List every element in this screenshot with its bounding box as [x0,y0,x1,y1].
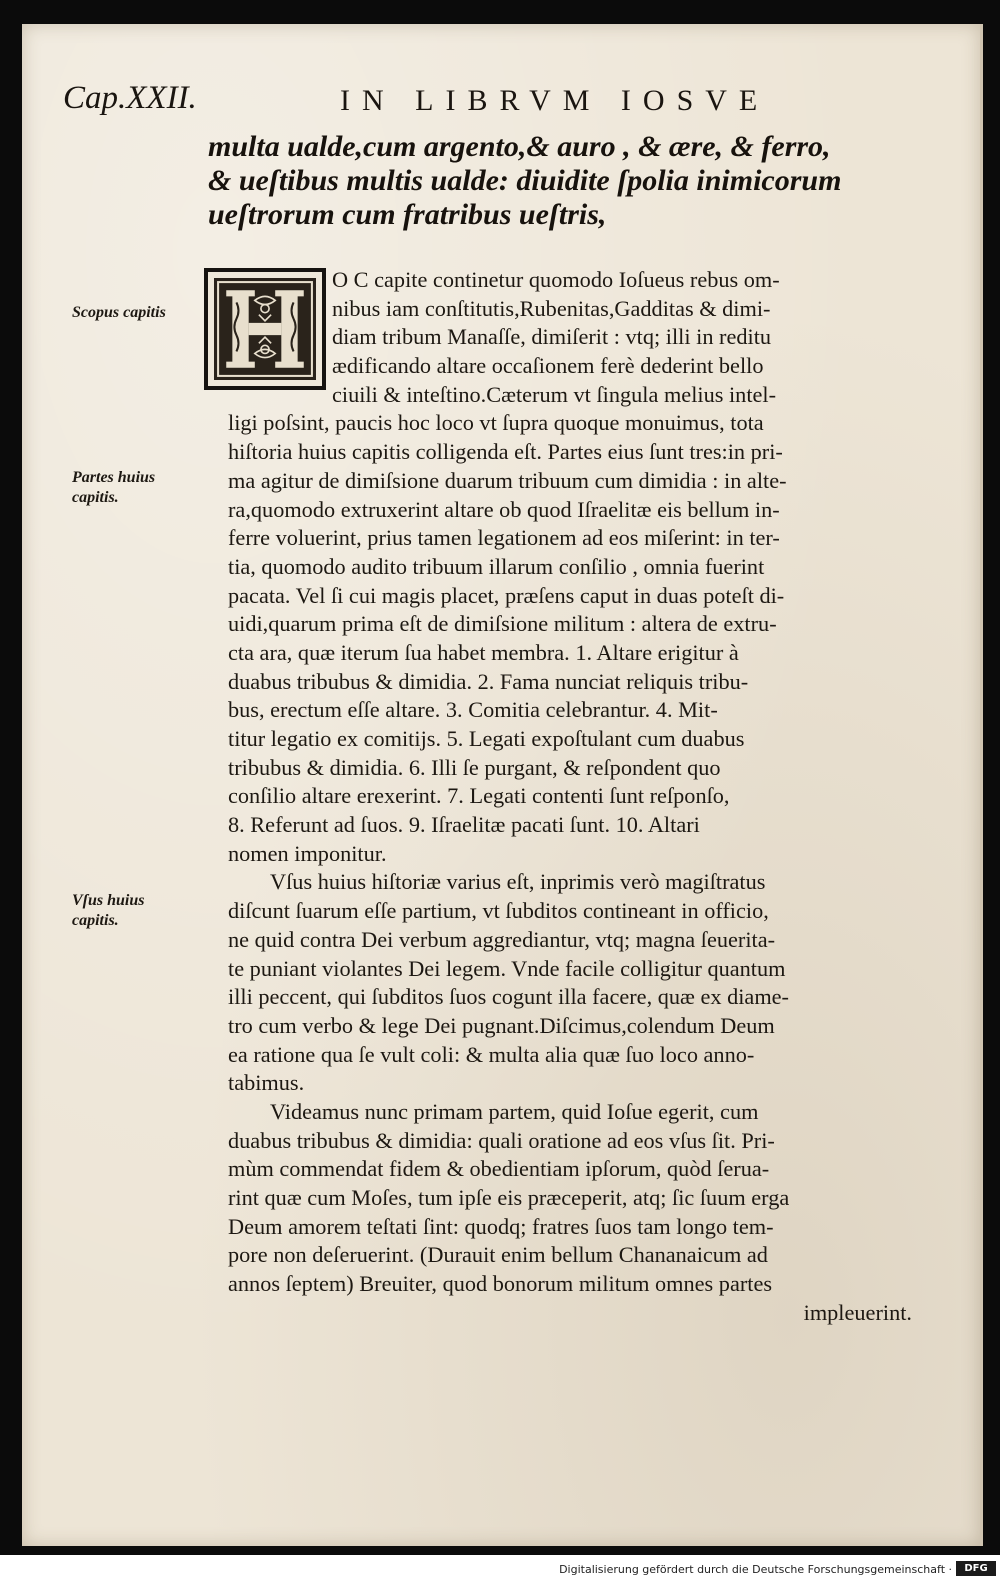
text-line: ma agitur de dimiſsione duarum tribuum cum dimidia : in alte- [228,467,787,493]
text-line: annos ſeptem) Breuiter, quod bonorum militum omnes partes [228,1271,773,1297]
text-line: rint quæ cum Moſes, tum ipſe eis præceperit, atq; ſic ſuum erga [228,1185,790,1210]
text-line: pacata. Vel ſi cui magis placet, præſens caput in duas poteſt di- [228,582,785,608]
text-line: diſcunt ſuarum eſſe partium, vt ſubditos contineant in officio, [228,898,769,924]
chapter-heading [63,80,197,117]
text-line: pore non deſeruerint. (Durauit enim bellum Chananaicum ad [228,1242,768,1268]
text-line: ne quid contra Dei verbum aggrediantur, vtq; magna ſeuerita- [228,926,776,952]
text-line: tro cum verbo & lege Dei pugnant.Diſcimus,colendum Deum [228,1012,775,1038]
verse-line: ueſtrorum cum fratribus ueſtris, [208,198,607,231]
marginal-note-partes: Partes huius capitis. [72,469,156,506]
text-line: duabus tribubus & dimidia: quali oratione ad eos vſus ſit. Pri- [228,1127,775,1153]
text-line: O C capite continetur quomodo Ioſueus rebus om- [332,267,780,292]
text-line: illi peccent, qui ſubditos ſuos cogunt illa facere, quæ ex diame- [228,984,789,1010]
text-line: tia, quomodo audito tribuum illarum conſilio , omnia fuerint [228,553,765,579]
commentary-text [192,266,912,1327]
text-line: te puniant violantes Dei legem. Vnde facile colligitur quantum [228,955,786,981]
text-line: ra,quomodo extruxerint altare ob quod Iſraelitæ eis bellum in- [228,496,780,522]
text-line: impleuerint. [803,1299,912,1325]
text-line: Videamus nunc primam partem, quid Ioſue egerit, cum [270,1098,759,1124]
text-line: nomen imponitur. [228,840,387,866]
verse-line: multa ualde,cum argento,& auro , & ære, & ferro, [208,130,831,163]
text-line: mùm commendat fidem & obedientiam ipſorum, quòd ſerua- [228,1156,770,1182]
text-line: diam tribum Manaſſe, dimiſerit : vtq; illi in reditu [332,324,772,350]
text-line: ædificando altare occaſionem ferè dederint bello [332,353,764,379]
marginal-note-usus: Vſus huius capitis. [72,892,145,929]
text-line: titur legatio ex comitijs. 5. Legati expoſtulant cum duabus [228,726,745,751]
text-line: hiſtoria huius capitis colligenda eſt. Partes eius ſunt tres:in pri- [228,439,783,465]
text-line: tribubus & dimidia. 6. Illi ſe purgant, & reſpondent quo [228,754,721,780]
text-line: tabimus. [228,1070,305,1096]
chapter-number: Cap.XXII. [63,80,197,116]
verse-line: & ueſtibus multis ualde: diuidite ſpolia inimicorum [208,164,842,197]
text-line: duabus tribubus & dimidia. 2. Fama nunciat reliquis tribu- [228,668,749,694]
text-line: ciuili & inteſtino.Cæterum vt ſingula melius intel- [332,381,777,407]
text-line: nibus iam conſtitutis,Rubenitas,Gadditas & dimi- [332,295,771,321]
running-title: IN LIBRVM IOSVE [340,84,770,117]
text-line: Deum amorem teſtati ſint: quodq; fratres ſuos tam longo tem- [228,1213,774,1239]
text-line: ligi poſsint, paucis hoc loco vt ſupra quoque monuimus, tota [228,410,764,436]
text-line: Vſus huius hiſtoriæ varius eſt, inprimis verò magiſtratus [270,869,766,895]
text-line: cta ara, quæ iterum ſua habet membra. 1. Altare erigitur à [228,639,739,665]
funding-credit: Digitalisierung gefördert durch die Deutsche Forschungsgemeinschaft · [559,1563,952,1576]
text-line: conſilio altare erexerint. 7. Legati contenti ſunt reſponſo, [228,783,730,809]
text-line: 8. Referunt ad ſuos. 9. Iſraelitæ pacati ſunt. 10. Altari [228,812,700,838]
marginal-note-scopus: Scopus capitis [72,304,166,321]
scripture-verse [208,130,948,232]
text-line: ea ratione qua ſe vult coli: & multa alia quæ ſuo loco anno- [228,1041,755,1067]
text-line: bus, erectum eſſe altare. 3. Comitia celebrantur. 4. Mit- [228,697,718,723]
dfg-logo: DFG [956,1561,996,1576]
text-line: ferre voluerint, prius tamen legationem ad eos miſerint: in ter- [228,525,780,551]
text-line: uidi,quarum prima eſt de dimiſsione militum : altera de extru- [228,611,777,637]
